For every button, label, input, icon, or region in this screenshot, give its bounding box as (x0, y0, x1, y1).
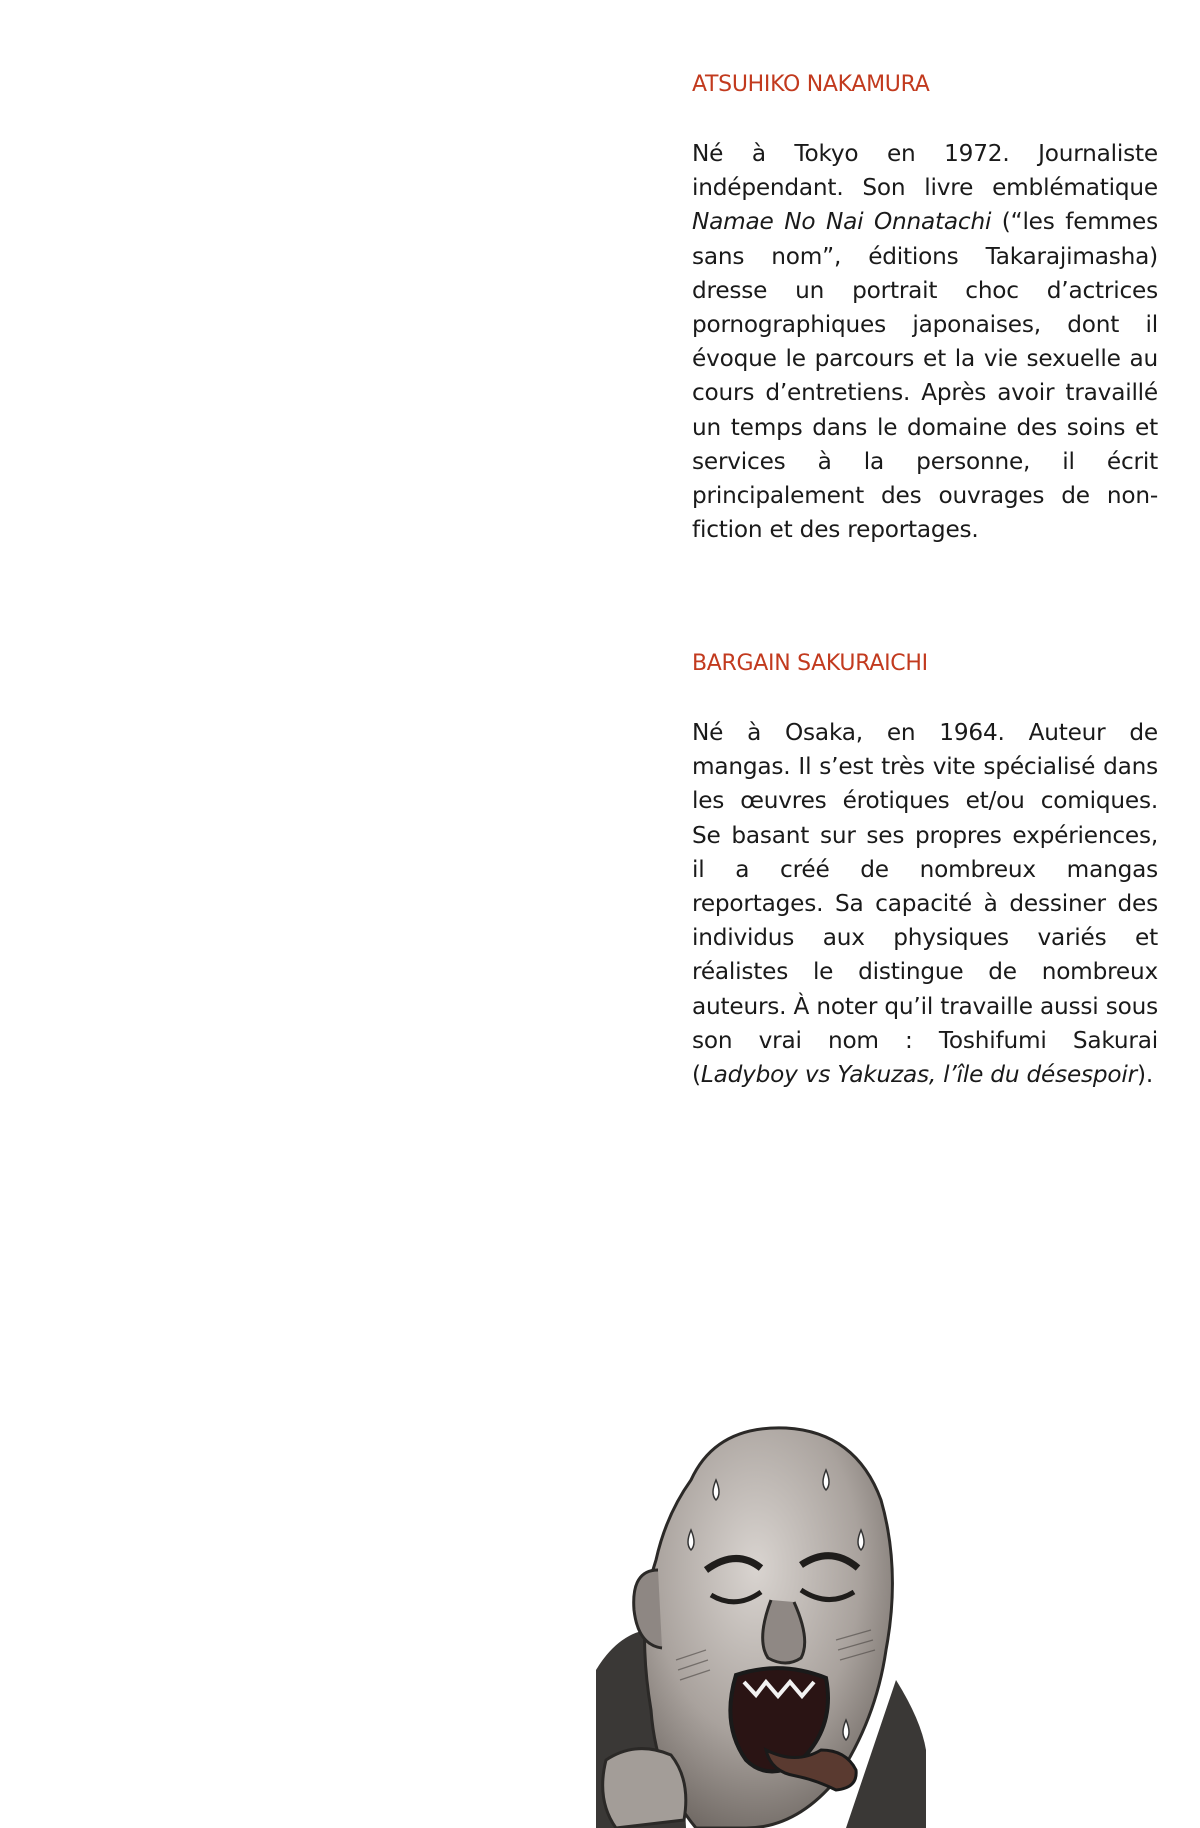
author-bio-nakamura (692, 137, 1158, 547)
bio-text: Né à Osaka, en 1964. Auteur de mangas. Il s’est très vite spécialisé dans les œuvres érotiques et/ou comiques. Se basant sur ses propres expériences, il a créé de nombreux mangas reportages. Sa capacité à dessiner des individus aux physiques variés et réalistes le distingue de nombreux auteurs. À noter qu’il travaille aussi sous son vrai nom : Toshifumi Sakurai ( (692, 719, 1158, 1089)
book-titles: Ladyboy vs Yakuzas, l’île du désespoir (700, 1061, 1137, 1089)
manga-crying-man-illustration (596, 1420, 926, 1828)
bio-text: Né à Tokyo en 1972. Journaliste indépendant. Son livre emblématique (692, 140, 1158, 202)
bio-text: ). (1136, 1061, 1154, 1089)
author-bio-sakuraichi (692, 716, 1158, 1092)
bio-text: (“les femmes sans nom”, éditions Takarajimasha) dresse un portrait choc d’actrices pornographiques japonaises, dont il évoque le parcours et la vie sexuelle au cours d’entretiens. Après avoir travaillé un temps dans le domaine des soins et services à la personne, il écrit principalement des ouvrages de non-fiction et des reportages. (692, 208, 1158, 544)
author-name-sakuraichi: BARGAIN SAKURAICHI (692, 651, 928, 676)
author-name-nakamura: ATSUHIKO NAKAMURA (692, 72, 930, 97)
book-title: Namae No Nai Onnatachi (692, 208, 992, 236)
